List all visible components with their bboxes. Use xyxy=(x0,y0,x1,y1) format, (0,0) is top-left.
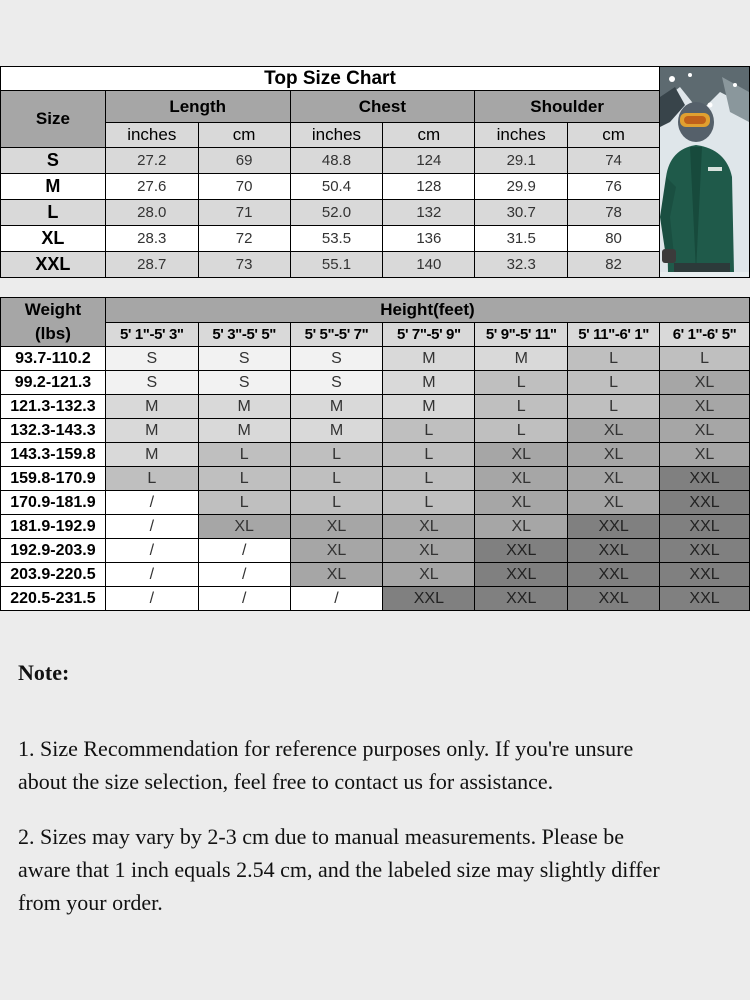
recommended-size: M xyxy=(475,347,568,371)
size-label: XL xyxy=(1,226,106,252)
recommended-size: S xyxy=(198,371,290,395)
size-value: 72 xyxy=(198,226,290,252)
recommended-size: XL xyxy=(660,371,750,395)
recommended-size: XXL xyxy=(660,515,750,539)
unit-header: inches xyxy=(475,123,568,148)
recommendation-row xyxy=(1,419,750,443)
height-range-header: 6' 1"-6' 5" xyxy=(660,322,750,347)
model-photo xyxy=(659,67,749,278)
size-value: 29.9 xyxy=(475,174,568,200)
recommendation-row xyxy=(1,515,750,539)
size-chart-title: Top Size Chart xyxy=(1,67,660,91)
recommended-size: M xyxy=(290,395,383,419)
recommended-size: L xyxy=(290,467,383,491)
size-value: 28.3 xyxy=(105,226,198,252)
recommended-size: XXL xyxy=(475,563,568,587)
recommended-size: M xyxy=(198,419,290,443)
recommended-size: XL xyxy=(475,443,568,467)
recommended-size: XL xyxy=(383,539,475,563)
height-range-header: 5' 9"-5' 11" xyxy=(475,322,568,347)
recommendation-row xyxy=(1,539,750,563)
size-chart-table xyxy=(0,66,750,278)
size-column-header: Size xyxy=(1,91,106,148)
recommended-size: XXL xyxy=(660,539,750,563)
size-row xyxy=(1,252,750,278)
size-value: 71 xyxy=(198,200,290,226)
recommended-size: M xyxy=(383,371,475,395)
recommended-size: L xyxy=(475,371,568,395)
notes-section xyxy=(18,660,750,941)
note-item-2 xyxy=(18,820,750,919)
recommended-size: M xyxy=(105,419,198,443)
size-value: 80 xyxy=(568,226,660,252)
recommended-size: / xyxy=(105,563,198,587)
recommended-size: L xyxy=(383,491,475,515)
recommended-size: XL xyxy=(568,443,660,467)
height-header: Height(feet) xyxy=(105,298,749,323)
recommended-size: XL xyxy=(198,515,290,539)
recommended-size: XXL xyxy=(660,467,750,491)
height-range-header: 5' 3"-5' 5" xyxy=(198,322,290,347)
recommended-size: S xyxy=(105,347,198,371)
recommended-size: / xyxy=(105,491,198,515)
weight-range: 181.9-192.9 xyxy=(1,515,106,539)
size-value: 31.5 xyxy=(475,226,568,252)
weight-range: 99.2-121.3 xyxy=(1,371,106,395)
note-item-1 xyxy=(18,732,750,798)
recommended-size: / xyxy=(198,563,290,587)
recommended-size: L xyxy=(383,443,475,467)
weight-range: 121.3-132.3 xyxy=(1,395,106,419)
recommended-size: XL xyxy=(290,539,383,563)
size-value: 140 xyxy=(383,252,475,278)
weight-range: 132.3-143.3 xyxy=(1,419,106,443)
recommended-size: XL xyxy=(660,419,750,443)
recommended-size: XL xyxy=(475,467,568,491)
recommended-size: S xyxy=(105,371,198,395)
recommended-size: XXL xyxy=(475,587,568,611)
recommended-size: M xyxy=(383,347,475,371)
recommended-size: L xyxy=(568,395,660,419)
size-value: 30.7 xyxy=(475,200,568,226)
size-value: 82 xyxy=(568,252,660,278)
recommended-size: / xyxy=(290,587,383,611)
size-value: 27.2 xyxy=(105,148,198,174)
recommended-size: / xyxy=(105,587,198,611)
recommended-size: XXL xyxy=(383,587,475,611)
note-line: from your order. xyxy=(18,890,163,915)
recommendation-row xyxy=(1,491,750,515)
recommended-size: XL xyxy=(660,395,750,419)
recommended-size: L xyxy=(198,443,290,467)
size-value: 73 xyxy=(198,252,290,278)
size-value: 124 xyxy=(383,148,475,174)
recommended-size: L xyxy=(198,491,290,515)
size-value: 55.1 xyxy=(290,252,383,278)
unit-header: cm xyxy=(568,123,660,148)
weight-header xyxy=(1,298,106,347)
recommended-size: XL xyxy=(290,515,383,539)
recommended-size: XL xyxy=(568,467,660,491)
recommended-size: XXL xyxy=(660,587,750,611)
recommended-size: XXL xyxy=(660,563,750,587)
shoulder-header: Shoulder xyxy=(475,91,660,123)
size-value: 70 xyxy=(198,174,290,200)
unit-header: cm xyxy=(198,123,290,148)
recommended-size: M xyxy=(383,395,475,419)
recommended-size: XL xyxy=(568,419,660,443)
recommended-size: L xyxy=(660,347,750,371)
recommended-size: XXL xyxy=(568,539,660,563)
weight-header-unit: (lbs) xyxy=(35,324,71,343)
recommended-size: M xyxy=(105,395,198,419)
chest-header: Chest xyxy=(290,91,475,123)
recommendation-row xyxy=(1,371,750,395)
recommended-size: L xyxy=(290,491,383,515)
recommended-size: L xyxy=(475,395,568,419)
recommended-size: XXL xyxy=(568,563,660,587)
size-value: 52.0 xyxy=(290,200,383,226)
size-value: 50.4 xyxy=(290,174,383,200)
recommended-size: / xyxy=(105,539,198,563)
recommended-size: L xyxy=(383,467,475,491)
height-range-header: 5' 7"-5' 9" xyxy=(383,322,475,347)
weight-range: 143.3-159.8 xyxy=(1,443,106,467)
recommended-size: / xyxy=(198,587,290,611)
weight-range: 170.9-181.9 xyxy=(1,491,106,515)
height-range-header: 5' 1"-5' 3" xyxy=(105,322,198,347)
recommended-size: S xyxy=(290,347,383,371)
note-line: 1. Size Recommendation for reference purposes only. If you're unsure xyxy=(18,736,634,761)
note-line: aware that 1 inch equals 2.54 cm, and the labeled size may slightly differ xyxy=(18,857,660,882)
recommended-size: L xyxy=(383,419,475,443)
size-value: 132 xyxy=(383,200,475,226)
weight-range: 192.9-203.9 xyxy=(1,539,106,563)
recommended-size: XL xyxy=(660,443,750,467)
recommended-size: / xyxy=(105,515,198,539)
weight-range: 93.7-110.2 xyxy=(1,347,106,371)
size-value: 69 xyxy=(198,148,290,174)
size-value: 28.0 xyxy=(105,200,198,226)
size-value: 32.3 xyxy=(475,252,568,278)
recommended-size: S xyxy=(198,347,290,371)
recommended-size: XL xyxy=(475,491,568,515)
size-label: M xyxy=(1,174,106,200)
recommended-size: L xyxy=(568,347,660,371)
recommended-size: XXL xyxy=(660,491,750,515)
unit-header: cm xyxy=(383,123,475,148)
length-header: Length xyxy=(105,91,290,123)
weight-range: 159.8-170.9 xyxy=(1,467,106,491)
recommended-size: XXL xyxy=(568,587,660,611)
unit-header: inches xyxy=(105,123,198,148)
recommended-size: XL xyxy=(475,515,568,539)
size-value: 53.5 xyxy=(290,226,383,252)
note-line: about the size selection, feel free to contact us for assistance. xyxy=(18,769,554,794)
recommended-size: M xyxy=(198,395,290,419)
model-photo-image xyxy=(660,67,749,272)
size-row xyxy=(1,226,750,252)
size-row xyxy=(1,148,750,174)
recommendation-row xyxy=(1,347,750,371)
size-value: 27.6 xyxy=(105,174,198,200)
size-value: 76 xyxy=(568,174,660,200)
recommended-size: M xyxy=(105,443,198,467)
unit-header: inches xyxy=(290,123,383,148)
recommendation-row xyxy=(1,587,750,611)
recommended-size: L xyxy=(198,467,290,491)
recommended-size: XL xyxy=(383,515,475,539)
size-value: 128 xyxy=(383,174,475,200)
height-range-header: 5' 5"-5' 7" xyxy=(290,322,383,347)
recommendation-row xyxy=(1,395,750,419)
recommended-size: XL xyxy=(383,563,475,587)
recommendation-row xyxy=(1,563,750,587)
size-label: L xyxy=(1,200,106,226)
recommendation-row xyxy=(1,443,750,467)
size-value: 74 xyxy=(568,148,660,174)
recommended-size: M xyxy=(290,419,383,443)
size-recommendation-table xyxy=(0,297,750,611)
recommended-size: L xyxy=(290,443,383,467)
size-label: S xyxy=(1,148,106,174)
notes-heading: Note: xyxy=(18,660,70,685)
weight-header-label: Weight xyxy=(24,300,82,319)
recommended-size: L xyxy=(568,371,660,395)
recommended-size: L xyxy=(475,419,568,443)
weight-range: 220.5-231.5 xyxy=(1,587,106,611)
recommended-size: XL xyxy=(568,491,660,515)
size-value: 78 xyxy=(568,200,660,226)
size-value: 136 xyxy=(383,226,475,252)
recommended-size: L xyxy=(105,467,198,491)
recommended-size: / xyxy=(198,539,290,563)
recommended-size: S xyxy=(290,371,383,395)
size-value: 48.8 xyxy=(290,148,383,174)
note-line: 2. Sizes may vary by 2-3 cm due to manual measurements. Please be xyxy=(18,824,625,849)
size-row xyxy=(1,200,750,226)
size-label: XXL xyxy=(1,252,106,278)
recommended-size: XXL xyxy=(568,515,660,539)
size-row xyxy=(1,174,750,200)
recommended-size: XL xyxy=(290,563,383,587)
recommendation-row xyxy=(1,467,750,491)
size-value: 29.1 xyxy=(475,148,568,174)
recommended-size: XXL xyxy=(475,539,568,563)
height-range-header: 5' 11"-6' 1" xyxy=(568,322,660,347)
weight-range: 203.9-220.5 xyxy=(1,563,106,587)
size-value: 28.7 xyxy=(105,252,198,278)
